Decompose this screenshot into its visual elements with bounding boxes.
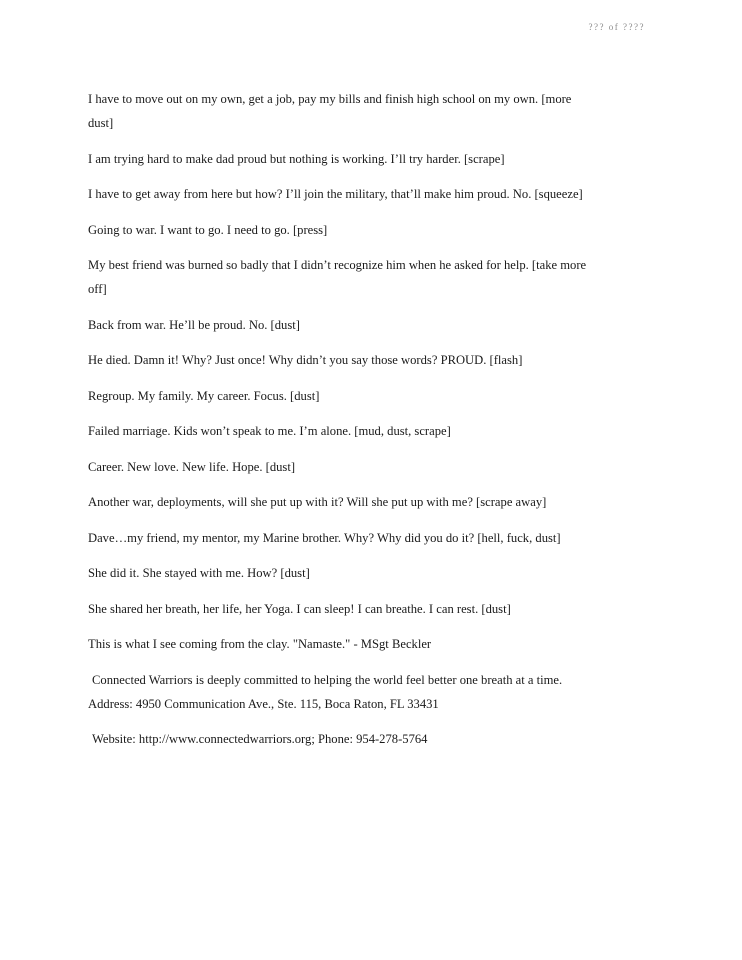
- paragraph: Another war, deployments, will she put up with it? Will she put up with me? [scrape away]: [88, 495, 547, 509]
- organization-contact: Website: http://www.connectedwarriors.org; Phone: 954-278-5764: [92, 732, 428, 746]
- document-body: [88, 87, 593, 763]
- paragraph: Regroup. My family. My career. Focus. [dust]: [88, 388, 320, 403]
- paragraph: Going to war. I want to go. I need to go. [press]: [88, 222, 328, 237]
- paragraph: She did it. She stayed with me. How? [dust]: [88, 566, 310, 580]
- organization-address: Connected Warriors is deeply committed to helping the world feel better one breath at a time. Address: 4950 Communication Ave., Ste. 115, Boca Raton, FL 33431: [88, 672, 563, 711]
- paragraph: Back from war. He’ll be proud. No. [dust]: [88, 317, 300, 332]
- paragraph: I am trying hard to make dad proud but nothing is working. I’ll try harder. [scrape]: [88, 151, 505, 166]
- paragraph: She shared her breath, her life, her Yoga. I can sleep! I can breathe. I can rest. [dust]: [88, 601, 511, 616]
- paragraph: I have to move out on my own, get a job, pay my bills and finish high school on my own. [more dust]: [88, 92, 572, 130]
- page-number: ??? of ????: [588, 22, 645, 32]
- signature-line: This is what I see coming from the clay. "Namaste." - MSgt Beckler: [88, 637, 432, 651]
- paragraph: I have to get away from here but how? I’ll join the military, that’ll make him proud. No. [squeeze]: [88, 187, 583, 201]
- paragraph: He died. Damn it! Why? Just once! Why didn’t you say those words? PROUD. [flash]: [88, 353, 523, 367]
- paragraph: My best friend was burned so badly that I didn’t recognize him when he asked for help. [take more off]: [88, 258, 587, 296]
- paragraph: Failed marriage. Kids won’t speak to me. I’m alone. [mud, dust, scrape]: [88, 424, 451, 438]
- paragraph: Dave…my friend, my mentor, my Marine brother. Why? Why did you do it? [hell, fuck, dust]: [88, 530, 561, 545]
- paragraph: Career. New love. New life. Hope. [dust]: [88, 459, 296, 474]
